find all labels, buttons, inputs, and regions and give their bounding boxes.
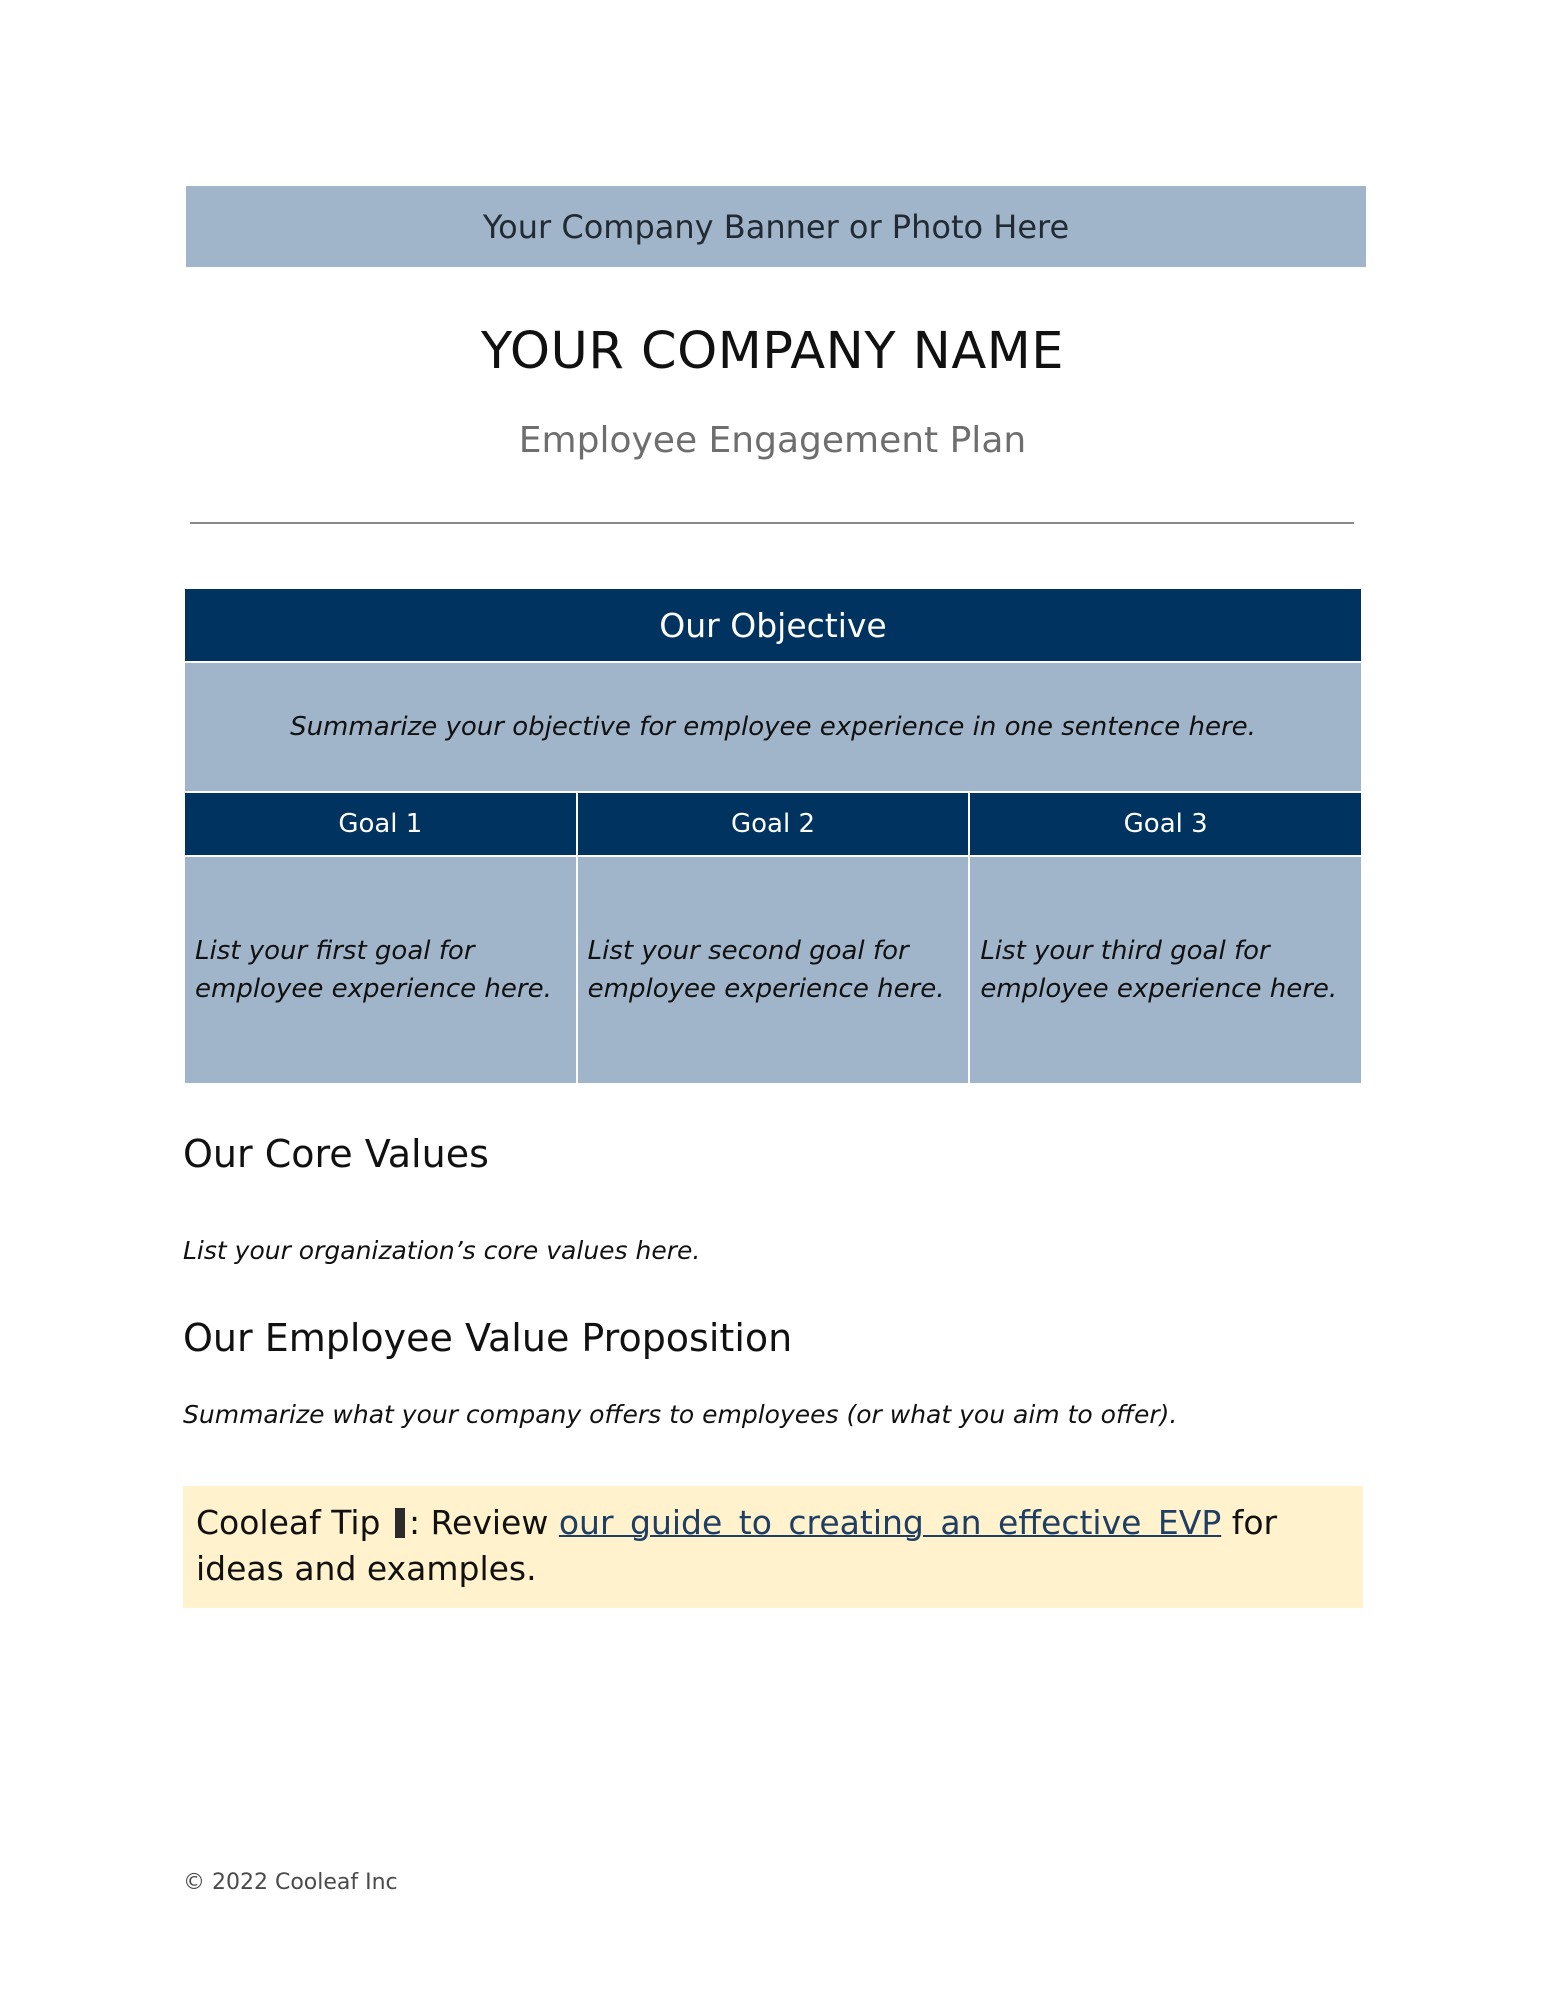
goal-2-heading: Goal 2 xyxy=(577,792,970,856)
tip-suffix: for ideas and examples. xyxy=(196,1503,1278,1588)
banner-text: Your Company Banner or Photo Here xyxy=(482,207,1070,246)
tip-prefix: Cooleaf Tip xyxy=(196,1503,381,1542)
cooleaf-tip-box xyxy=(183,1486,1363,1608)
horizontal-divider xyxy=(190,522,1354,524)
goal-3-heading: Goal 3 xyxy=(969,792,1362,856)
core-values-text: List your organization’s core values here. xyxy=(183,1236,701,1265)
company-banner-placeholder xyxy=(186,186,1366,267)
goal-1-heading: Goal 1 xyxy=(184,792,577,856)
core-values-heading: Our Core Values xyxy=(183,1132,489,1176)
goal-2-text: List your second goal for employee experience here. xyxy=(577,856,970,1084)
tip-icon xyxy=(395,1508,405,1538)
evp-text: Summarize what your company offers to employees (or what you aim to offer). xyxy=(183,1400,1178,1429)
goal-3-text: List your third goal for employee experience here. xyxy=(969,856,1362,1084)
objective-summary: Summarize your objective for employee experience in one sentence here. xyxy=(184,662,1362,792)
goal-1-text: List your first goal for employee experience here. xyxy=(184,856,577,1084)
tip-middle: : Review xyxy=(408,1503,549,1542)
evp-guide-link[interactable]: our guide to creating an effective EVP xyxy=(558,1503,1222,1542)
evp-heading: Our Employee Value Proposition xyxy=(183,1316,793,1360)
document-subtitle: Employee Engagement Plan xyxy=(518,420,1027,461)
objective-heading: Our Objective xyxy=(184,588,1362,662)
copyright-footer: © 2022 Cooleaf Inc xyxy=(183,1870,398,1895)
company-name-title: YOUR COMPANY NAME xyxy=(481,322,1064,381)
objective-table xyxy=(183,587,1363,1085)
